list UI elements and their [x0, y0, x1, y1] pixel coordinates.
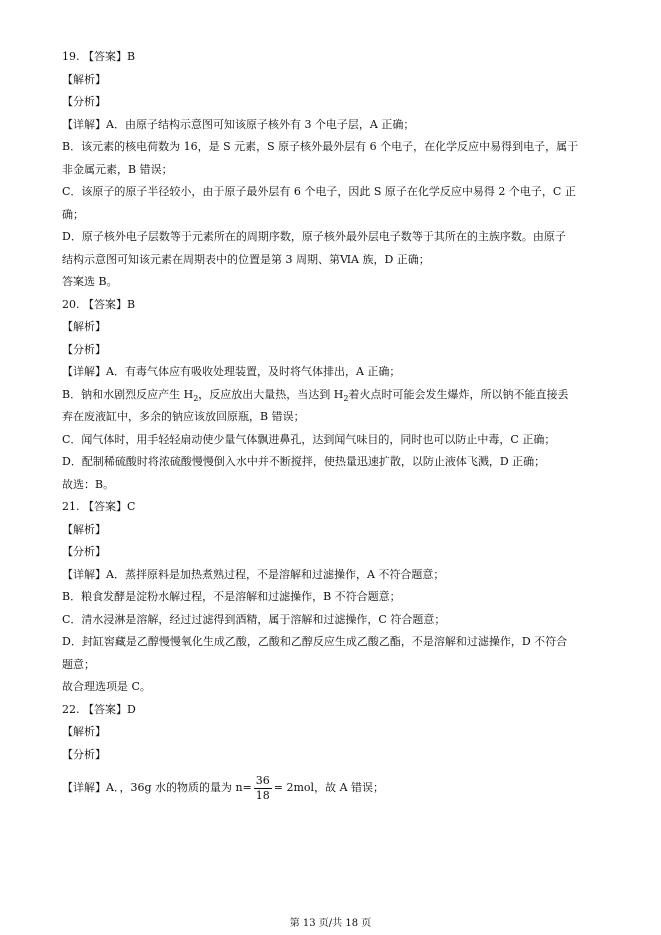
q20-fenxi-heading: 【分析】	[62, 342, 106, 356]
q20-jiexi-heading: 【解析】	[62, 320, 106, 333]
q22-fenxi-heading: 【分析】	[62, 747, 106, 761]
q20-detail-c: C．闻气体时，用手轻轻扇动使少量气体飘进鼻孔，达到闻气味目的，同时也可以防止中毒，C 正确；	[62, 432, 556, 446]
q19-detail-d-line2: 结构示意图可知该元素在周期表中的位置是第 3 周期、第ⅥA 族，D 正确；	[62, 252, 430, 266]
q19-detail-b-line1: B．该元素的核电荷数为 16，是 S 元素，S 原子核外最外层有 6 个电子，在化学反应中易得到电子，属于	[62, 140, 579, 153]
q20-detail-b-line2: 弃在废液缸中，多余的钠应该放回原瓶，B 错误；	[62, 410, 305, 423]
q19-detail-c-line1: C．该原子的原子半径较小，由于原子最外层有 6 个电子，因此 S 原子在化学反应中易得 2 个电子，C 正	[62, 185, 576, 198]
q21-detail-a: 【详解】A．蒸拌原料是加热煮熟过程，不是溶解和过滤操作，A 不符合题意；	[62, 567, 445, 581]
q19-detail-b-line2: 非金属元素，B 错误；	[62, 162, 173, 176]
q21-detail-b: B．粮食发酵是淀粉水解过程，不是溶解和过滤操作，B 不符合题意；	[62, 590, 401, 603]
fraction-numerator: 36	[255, 773, 270, 787]
q19-detail-d-line1: D．原子核外电子层数等于元素所在的周期序数，原子核外最外层电子数等于其所在的主族序数。由原子	[62, 230, 566, 243]
q21-detail-c: C．清水浸淋是溶解，经过过滤得到酒精，属于溶解和过滤操作，C 符合题意；	[62, 612, 446, 626]
q19-fenxi-heading: 【分析】	[62, 95, 106, 108]
q22-detail-a	[62, 768, 602, 808]
q21-jiexi-heading: 【解析】	[62, 522, 106, 536]
q20-answer: 20. 【答案】B	[62, 297, 136, 311]
q22-jiexi-heading: 【解析】	[62, 725, 106, 738]
q21-detail-d-line1: D．封缸窖藏是乙醇慢慢氧化生成乙酸，乙酸和乙醇反应生成乙酸乙酯，不是溶解和过滤操作，D 不符合	[62, 635, 568, 648]
q20-b-text-2: ，反应放出大量热，当达到 H	[198, 387, 344, 401]
fraction-denominator: 18	[255, 788, 270, 802]
fraction	[254, 774, 272, 803]
document-body	[62, 46, 602, 808]
q22-a-equals: = 2mol	[273, 781, 315, 794]
q20-detail-b-line1	[62, 384, 602, 407]
q19-jiexi-heading: 【解析】	[62, 72, 106, 86]
page-footer: 第 13 页/共 18 页	[289, 918, 372, 929]
q21-conclusion: 故合理选项是 C。	[62, 680, 151, 693]
q22-answer: 22. 【答案】D	[62, 702, 136, 716]
h2-subscript-2: 2	[343, 393, 349, 403]
q21-fenxi-heading: 【分析】	[62, 545, 106, 558]
h2-subscript: 2	[193, 393, 199, 403]
q19-detail-c-line2: 确；	[62, 207, 84, 221]
q21-detail-d-line2: 题意；	[62, 657, 95, 671]
q20-detail-d: D．配制稀硫酸时将浓硫酸慢慢倒入水中并不断搅拌，使热量迅速扩散，以防止液体飞溅，D 正确；	[62, 455, 546, 468]
q22-a-text-2: ，故 A 错误；	[314, 781, 385, 794]
q19-detail-a: 【详解】A．由原子结构示意图可知该原子核外有 3 个电子层，A 正确；	[62, 117, 415, 131]
q20-conclusion: 故选：B。	[62, 477, 115, 491]
q19-conclusion: 答案选 B。	[62, 275, 118, 288]
q21-answer: 21. 【答案】C	[62, 500, 136, 513]
q19-answer: 19. 【答案】B	[62, 50, 136, 63]
q20-b-text-1: B．钠和水剧烈反应产生 H	[62, 387, 194, 401]
q20-b-text-3: 着火点时可能会发生爆炸，所以钠不能直接丢	[348, 387, 569, 401]
q20-detail-a: 【详解】A．有毒气体应有吸收处理装置，及时将气体排出，A 正确；	[62, 365, 401, 378]
q22-a-text: 【详解】A．，36g 水的物质的量为 n=	[62, 781, 252, 794]
